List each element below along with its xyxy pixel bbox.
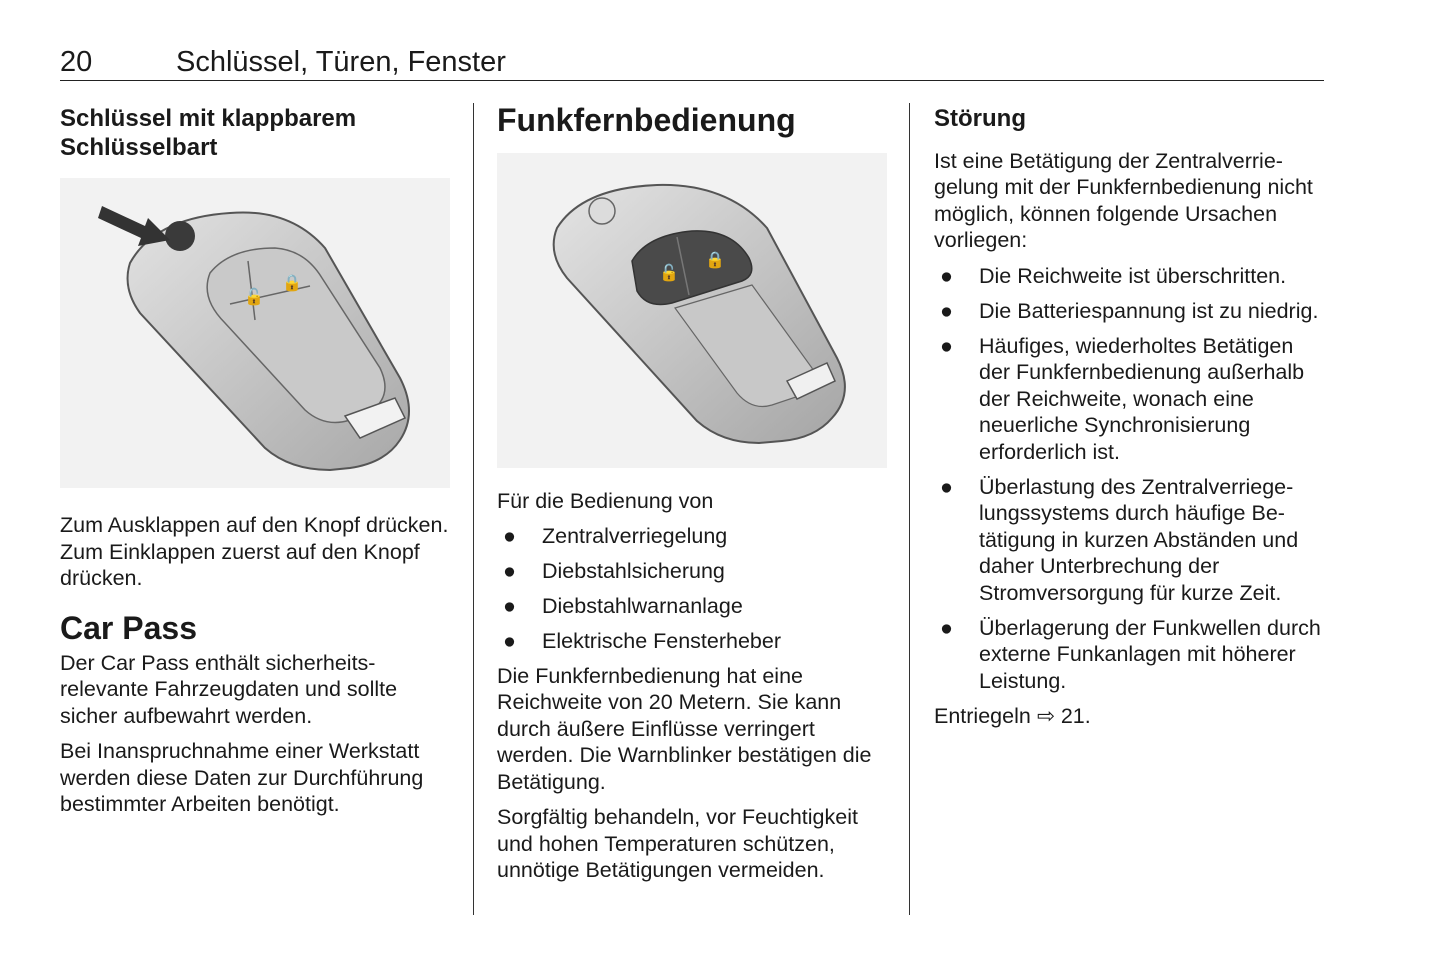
list-item: ● Elektrische Fensterheber <box>503 628 781 653</box>
car-pass-heading: Car Pass <box>60 609 197 646</box>
svg-text:🔒: 🔒 <box>282 273 302 292</box>
bullet-icon: ● <box>503 593 516 618</box>
list-item: ● Diebstahlsicherung <box>503 558 725 583</box>
key-fob-figure <box>60 178 450 488</box>
list-item: ● Überlagerung der Funkwellen durch externe Funkanlagen mit höherer Leistung. <box>940 615 1321 693</box>
list-item: ● Die Reichweite ist überschritten. <box>940 263 1287 288</box>
bullet-icon: ● <box>940 615 953 640</box>
remote-heading: Funkfernbedienung <box>497 102 796 138</box>
car-pass-para-1: Der Car Pass enthält sicherheitsrelevante Fahrzeugdaten und sollte sicher aufbewahrt werden. <box>60 650 398 728</box>
key-section-heading: Schlüssel mit klappbarem Schlüsselbart <box>60 105 357 161</box>
list-item: ● Häufiges, wiederholtes Betätigen der Funkfernbedienung außerhalb der Reichweite, wonach eine neuerliche Synchronisierung erforderlich ist. <box>940 333 1305 464</box>
bullet-icon: ● <box>940 333 953 358</box>
list-item: ● Die Batteriespannung ist zu niedrig. <box>940 298 1319 323</box>
bullet-icon: ● <box>940 298 953 323</box>
column-2-heading-wrap <box>497 102 889 138</box>
bullet-icon: ● <box>940 263 953 288</box>
remote-control-illustration <box>497 153 887 468</box>
page-number: 20 <box>60 46 93 78</box>
bullet-icon: ● <box>940 474 953 499</box>
list-item: ● Überlastung des Zentralverriegelungssystems durch häufige Betätigung in kurzen Abständen und daher Unterbrechung der Stromversorgung für kurze Zeit. <box>940 474 1299 605</box>
fault-heading: Störung <box>934 105 1026 132</box>
crossref-page: 21. <box>1060 703 1091 728</box>
bullet-icon: ● <box>503 558 516 583</box>
page-title: Schlüssel, Türen, Fenster <box>176 46 506 78</box>
column-1-body <box>60 512 452 827</box>
list-item: ● Zentralverriegelung <box>503 523 728 548</box>
key-fob-folding-illustration <box>60 178 450 488</box>
key-caption: Zum Ausklappen auf den Knopf drücken. Zum Einklappen zuerst auf den Knopf drücken. <box>60 513 449 590</box>
column-2-body <box>497 488 889 893</box>
remote-para-2: Sorgfältig behandeln, vor Feuchtigkeit und hohen Temperaturen schützen, unnötige Betätigungen vermeiden. <box>497 805 858 882</box>
remote-figure <box>497 153 887 468</box>
remote-para-1: Die Funkfernbedienung hat eine Reichweite von 20 Metern. Sie kann durch äußere Einflüsse verringert werden. Die Warnblinker bestätigen die Betätigung. <box>497 663 872 794</box>
svg-text:🔓: 🔓 <box>244 287 264 306</box>
bullet-icon: ● <box>503 628 516 653</box>
header-rule <box>60 80 1324 81</box>
remote-intro: Für die Bedienung von <box>497 489 714 513</box>
fault-causes-list <box>934 263 1326 695</box>
remote-functions-list <box>497 523 889 655</box>
column-1 <box>60 105 452 162</box>
column-divider-1 <box>473 103 474 915</box>
crossref-text: Entriegeln <box>934 703 1031 728</box>
column-divider-2 <box>909 103 910 915</box>
crossref[interactable] <box>934 703 1326 730</box>
bullet-icon: ● <box>503 523 516 548</box>
svg-text:🔒: 🔒 <box>705 250 725 269</box>
car-pass-para-2: Bei Inanspruchnahme einer Werkstatt werden diese Daten zur Durchführung bestimmter Arbeiten benötigt. <box>60 739 424 816</box>
crossref-arrow-icon: ⇨ <box>1036 703 1055 728</box>
column-3 <box>934 105 1326 738</box>
list-item: ● Diebstahlwarnanlage <box>503 593 743 618</box>
fault-intro: Ist eine Betätigung der Zentralverriegelung mit der Funkfernbedienung nicht möglich, können folgende Ursachen vorliegen: <box>934 148 1313 252</box>
svg-text:🔓: 🔓 <box>659 263 679 282</box>
